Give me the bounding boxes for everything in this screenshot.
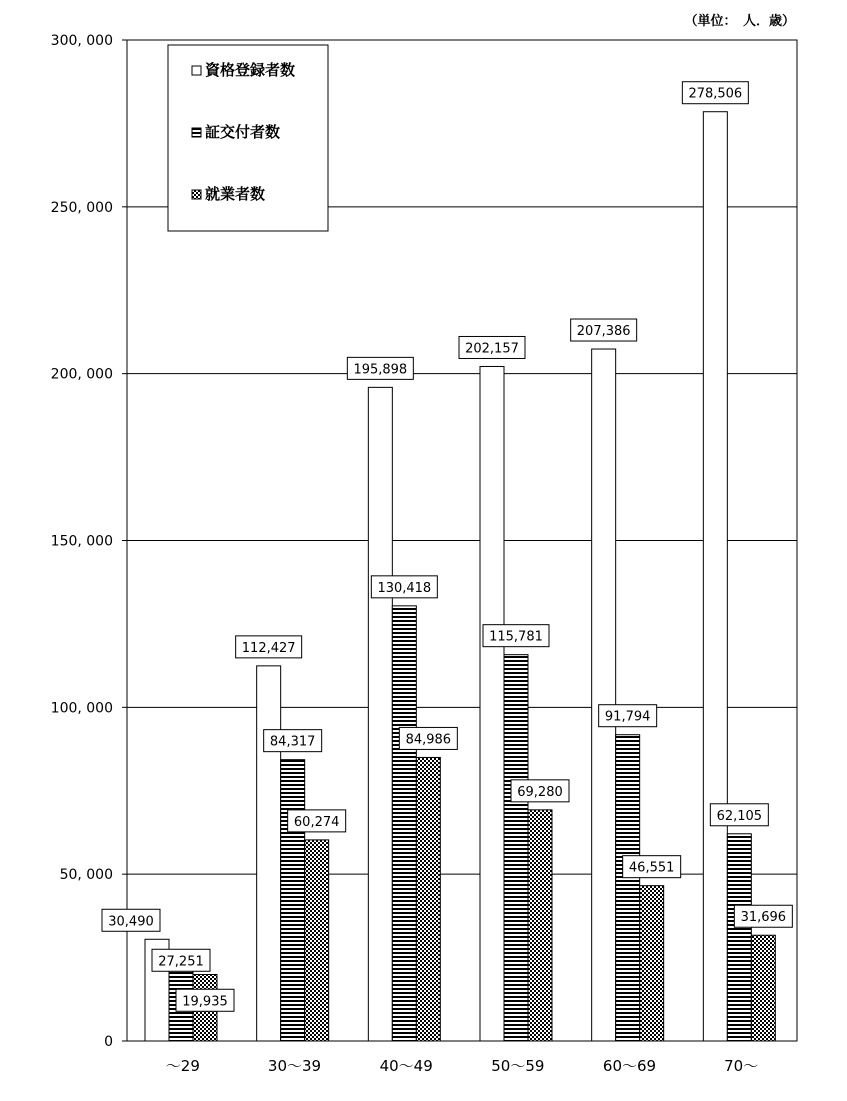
bar-plain — [257, 666, 281, 1041]
data-label: 112,427 — [241, 640, 296, 656]
data-label: 84,986 — [405, 732, 452, 748]
bar-plain — [368, 387, 392, 1041]
legend-swatch-horizontal-lines — [192, 128, 201, 137]
bar-horizontal-lines — [392, 606, 416, 1041]
bar-horizontal-lines — [616, 735, 640, 1041]
data-label: 62,105 — [716, 808, 763, 824]
bar-checker — [305, 840, 329, 1041]
bar-checker — [416, 757, 440, 1041]
data-label: 195,898 — [353, 362, 408, 378]
legend-swatch-plain — [192, 66, 201, 75]
bar-plain — [592, 349, 616, 1041]
legend-swatch-checker — [192, 190, 201, 199]
y-tick-label: 150, 000 — [50, 533, 113, 550]
data-label: 19,935 — [182, 994, 228, 1010]
data-label: 91,794 — [604, 709, 651, 725]
y-tick-label: 0 — [104, 1034, 113, 1050]
unit-label: （単位： 人．歳） — [684, 14, 795, 29]
data-label: 31,696 — [740, 910, 787, 926]
data-label: 27,251 — [158, 954, 204, 970]
bar-horizontal-lines — [504, 655, 528, 1041]
bar-horizontal-lines — [281, 760, 305, 1041]
bar-checker — [751, 935, 775, 1041]
bar-checker — [640, 886, 664, 1041]
legend-label: 就業者数 — [205, 185, 266, 203]
data-label: 46,551 — [628, 860, 675, 876]
data-label: 207,386 — [576, 324, 631, 340]
x-tick-label: 40～49 — [379, 1057, 433, 1075]
x-tick-label: 70～ — [724, 1057, 759, 1075]
data-label: 60,274 — [293, 814, 340, 830]
x-tick-label: ～29 — [165, 1057, 200, 1075]
legend-label: 資格登録者数 — [205, 61, 296, 79]
x-tick-label: 60～69 — [602, 1057, 657, 1075]
data-label: 130,418 — [377, 580, 432, 596]
data-label: 69,280 — [517, 784, 563, 800]
data-label: 278,506 — [688, 86, 743, 102]
y-tick-label: 100, 000 — [50, 700, 113, 717]
y-tick-label: 250, 000 — [50, 199, 113, 216]
x-tick-label: 30～39 — [267, 1057, 322, 1075]
data-label: 115,781 — [489, 629, 543, 645]
legend-label: 証交付者数 — [205, 123, 281, 141]
bar-plain — [480, 366, 504, 1041]
bar-checker — [528, 810, 552, 1041]
data-label: 30,490 — [108, 914, 154, 930]
y-tick-label: 200, 000 — [50, 366, 113, 383]
data-label: 202,157 — [465, 341, 519, 357]
y-tick-label: 300, 000 — [50, 33, 113, 49]
x-tick-label: 50～59 — [491, 1057, 545, 1075]
bar-horizontal-lines — [727, 834, 751, 1041]
y-tick-label: 50, 000 — [59, 867, 113, 884]
data-label: 84,317 — [269, 734, 316, 750]
bar-plain — [703, 112, 727, 1041]
